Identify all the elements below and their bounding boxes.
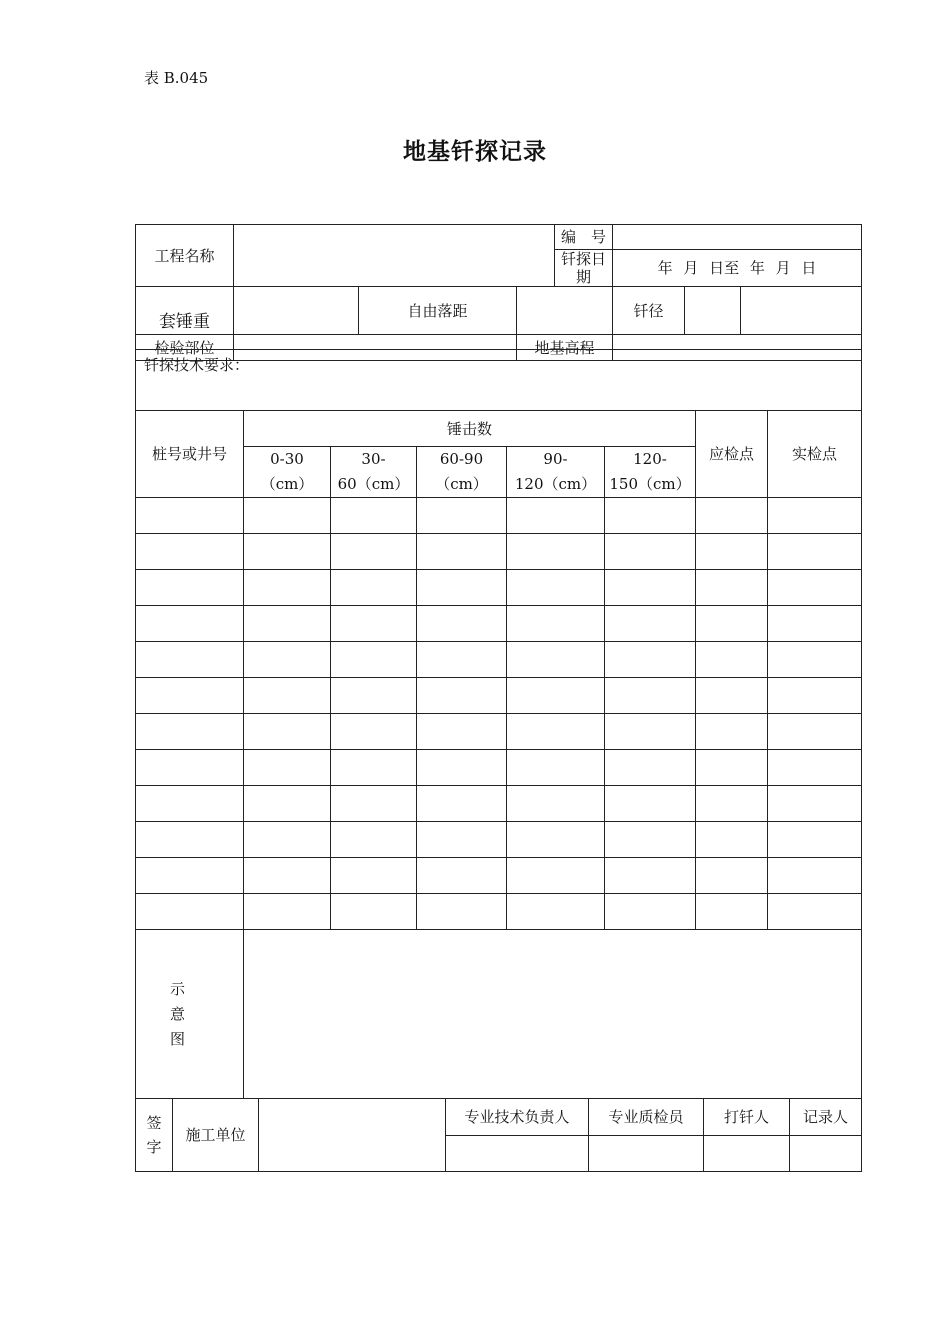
depth-col-4: 90- 120（cm） — [507, 447, 605, 498]
table-cell[interactable] — [507, 498, 605, 534]
table-cell[interactable] — [605, 642, 696, 678]
table-cell[interactable] — [417, 570, 507, 606]
table-cell[interactable] — [768, 714, 862, 750]
table-cell[interactable] — [136, 786, 244, 822]
diagram-area[interactable] — [244, 930, 862, 1099]
table-cell[interactable] — [696, 642, 768, 678]
table-cell[interactable] — [331, 786, 417, 822]
table-cell[interactable] — [331, 894, 417, 930]
depth-col-2: 30- 60（cm） — [331, 447, 417, 498]
blow-count-label: 锤击数 — [244, 411, 696, 447]
table-cell[interactable] — [136, 750, 244, 786]
table-cell[interactable] — [507, 606, 605, 642]
table-cell[interactable] — [331, 822, 417, 858]
table-cell[interactable] — [696, 606, 768, 642]
table-cell[interactable] — [331, 714, 417, 750]
table-row — [136, 822, 862, 858]
table-cell[interactable] — [507, 570, 605, 606]
table-row — [136, 894, 862, 930]
table-cell[interactable] — [417, 858, 507, 894]
table-cell[interactable] — [417, 894, 507, 930]
table-cell[interactable] — [136, 570, 244, 606]
number-field[interactable] — [613, 225, 862, 250]
signature-table — [135, 1098, 862, 1172]
table-cell[interactable] — [244, 606, 331, 642]
recorder-label: 记录人 — [790, 1099, 862, 1136]
table-cell[interactable] — [605, 498, 696, 534]
table-cell[interactable] — [507, 642, 605, 678]
table-cell[interactable] — [768, 606, 862, 642]
table-cell[interactable] — [696, 534, 768, 570]
tech-requirements[interactable]: 钎探技术要求： — [136, 350, 862, 411]
table-cell[interactable] — [507, 534, 605, 570]
table-cell[interactable] — [605, 822, 696, 858]
table-cell[interactable] — [136, 822, 244, 858]
table-cell[interactable] — [507, 822, 605, 858]
table-cell[interactable] — [696, 894, 768, 930]
table-cell[interactable] — [507, 786, 605, 822]
table-cell[interactable] — [768, 570, 862, 606]
table-cell[interactable] — [696, 714, 768, 750]
table-cell[interactable] — [136, 678, 244, 714]
table-cell[interactable] — [696, 678, 768, 714]
project-name-label: 工程名称 — [136, 225, 234, 287]
header-table — [135, 224, 862, 361]
table-cell[interactable] — [136, 534, 244, 570]
table-cell[interactable] — [244, 570, 331, 606]
table-row — [136, 714, 862, 750]
foundation-elevation-label: 地基高程 — [517, 335, 613, 361]
table-cell[interactable] — [605, 750, 696, 786]
table-cell[interactable] — [605, 606, 696, 642]
table-cell[interactable] — [244, 750, 331, 786]
table-cell[interactable] — [331, 678, 417, 714]
table-cell[interactable] — [244, 786, 331, 822]
table-cell[interactable] — [768, 750, 862, 786]
table-cell[interactable] — [768, 534, 862, 570]
table-cell[interactable] — [417, 822, 507, 858]
construction-unit-field[interactable] — [259, 1099, 446, 1172]
number-label: 编 号 — [555, 225, 613, 250]
table-row — [136, 606, 862, 642]
table-cell[interactable] — [768, 822, 862, 858]
free-fall-label: 自由落距 — [359, 287, 517, 335]
hammer-weight-field[interactable] — [234, 287, 359, 335]
form-code: 表 B.045 — [144, 69, 209, 87]
table-cell[interactable] — [768, 858, 862, 894]
inspection-part-label: 检验部位 — [136, 335, 234, 361]
table-cell[interactable] — [696, 786, 768, 822]
table-cell[interactable] — [331, 642, 417, 678]
table-cell[interactable] — [605, 678, 696, 714]
tech-lead-sign[interactable] — [446, 1136, 589, 1172]
quality-inspector-label: 专业质检员 — [589, 1099, 704, 1136]
table-row — [136, 858, 862, 894]
probe-table — [135, 349, 862, 1099]
table-cell[interactable] — [696, 750, 768, 786]
table-cell[interactable] — [507, 894, 605, 930]
table-row — [136, 498, 862, 534]
table-cell[interactable] — [244, 858, 331, 894]
driller-label: 打钎人 — [704, 1099, 790, 1136]
table-cell[interactable] — [507, 750, 605, 786]
table-cell[interactable] — [331, 498, 417, 534]
rod-diameter-label: 钎径 — [613, 287, 685, 334]
table-cell[interactable] — [244, 714, 331, 750]
table-cell[interactable] — [331, 534, 417, 570]
table-cell[interactable] — [244, 642, 331, 678]
probe-date-field[interactable]: 年 月 日至 年 月 日 — [613, 250, 862, 287]
table-row — [136, 534, 862, 570]
rod-diameter-field[interactable] — [741, 287, 862, 335]
rod-diameter-field-a[interactable] — [685, 287, 740, 334]
table-cell[interactable] — [136, 642, 244, 678]
table-cell[interactable] — [331, 570, 417, 606]
table-cell[interactable] — [244, 498, 331, 534]
quality-inspector-sign[interactable] — [589, 1136, 704, 1172]
table-cell[interactable] — [696, 498, 768, 534]
table-cell[interactable] — [507, 678, 605, 714]
table-cell[interactable] — [417, 714, 507, 750]
table-cell[interactable] — [417, 534, 507, 570]
construction-unit-label: 施工单位 — [173, 1099, 259, 1172]
table-cell[interactable] — [605, 714, 696, 750]
table-cell[interactable] — [136, 498, 244, 534]
table-cell[interactable] — [136, 858, 244, 894]
table-cell[interactable] — [768, 894, 862, 930]
probe-date-label: 钎探日期 — [555, 250, 613, 287]
required-points-label: 应检点 — [696, 411, 768, 498]
table-row — [136, 642, 862, 678]
depth-col-5: 120- 150（cm） — [605, 447, 696, 498]
table-row — [136, 750, 862, 786]
driller-sign[interactable] — [704, 1136, 790, 1172]
hammer-weight-label: 套锤重 — [136, 287, 234, 335]
table-cell[interactable] — [136, 714, 244, 750]
table-row — [136, 570, 862, 606]
table-cell[interactable] — [417, 498, 507, 534]
table-cell[interactable] — [605, 534, 696, 570]
table-cell[interactable] — [507, 714, 605, 750]
table-row — [136, 786, 862, 822]
table-cell[interactable] — [417, 678, 507, 714]
free-fall-field[interactable] — [517, 287, 613, 335]
table-cell[interactable] — [605, 570, 696, 606]
table-cell[interactable] — [696, 858, 768, 894]
table-cell[interactable] — [136, 894, 244, 930]
pile-label: 桩号或井号 — [136, 411, 244, 498]
table-row — [136, 678, 862, 714]
diagram-label: 示 意 图 — [136, 930, 244, 1099]
depth-col-3: 60-90 （cm） — [417, 447, 507, 498]
table-cell[interactable] — [605, 786, 696, 822]
table-cell[interactable] — [605, 894, 696, 930]
table-cell[interactable] — [244, 678, 331, 714]
table-cell[interactable] — [136, 606, 244, 642]
depth-col-1: 0-30 （cm） — [244, 447, 331, 498]
table-cell[interactable] — [417, 786, 507, 822]
page-title: 地基钎探记录 — [403, 138, 547, 165]
table-cell[interactable] — [696, 570, 768, 606]
table-cell[interactable] — [244, 534, 331, 570]
actual-points-label: 实检点 — [768, 411, 862, 498]
table-cell[interactable] — [417, 606, 507, 642]
table-cell[interactable] — [244, 822, 331, 858]
table-cell[interactable] — [768, 498, 862, 534]
data-rows — [136, 498, 862, 930]
table-cell[interactable] — [244, 894, 331, 930]
table-cell[interactable] — [768, 642, 862, 678]
table-cell[interactable] — [507, 858, 605, 894]
tech-lead-label: 专业技术负责人 — [446, 1099, 589, 1136]
table-cell[interactable] — [696, 822, 768, 858]
recorder-sign[interactable] — [790, 1136, 862, 1172]
project-name-field[interactable] — [234, 225, 555, 287]
table-cell[interactable] — [605, 858, 696, 894]
table-cell[interactable] — [331, 750, 417, 786]
sign-label: 签 字 — [136, 1099, 173, 1172]
table-cell[interactable] — [417, 750, 507, 786]
table-cell[interactable] — [768, 678, 862, 714]
table-cell[interactable] — [331, 858, 417, 894]
table-cell[interactable] — [331, 606, 417, 642]
table-cell[interactable] — [417, 642, 507, 678]
table-cell[interactable] — [768, 786, 862, 822]
